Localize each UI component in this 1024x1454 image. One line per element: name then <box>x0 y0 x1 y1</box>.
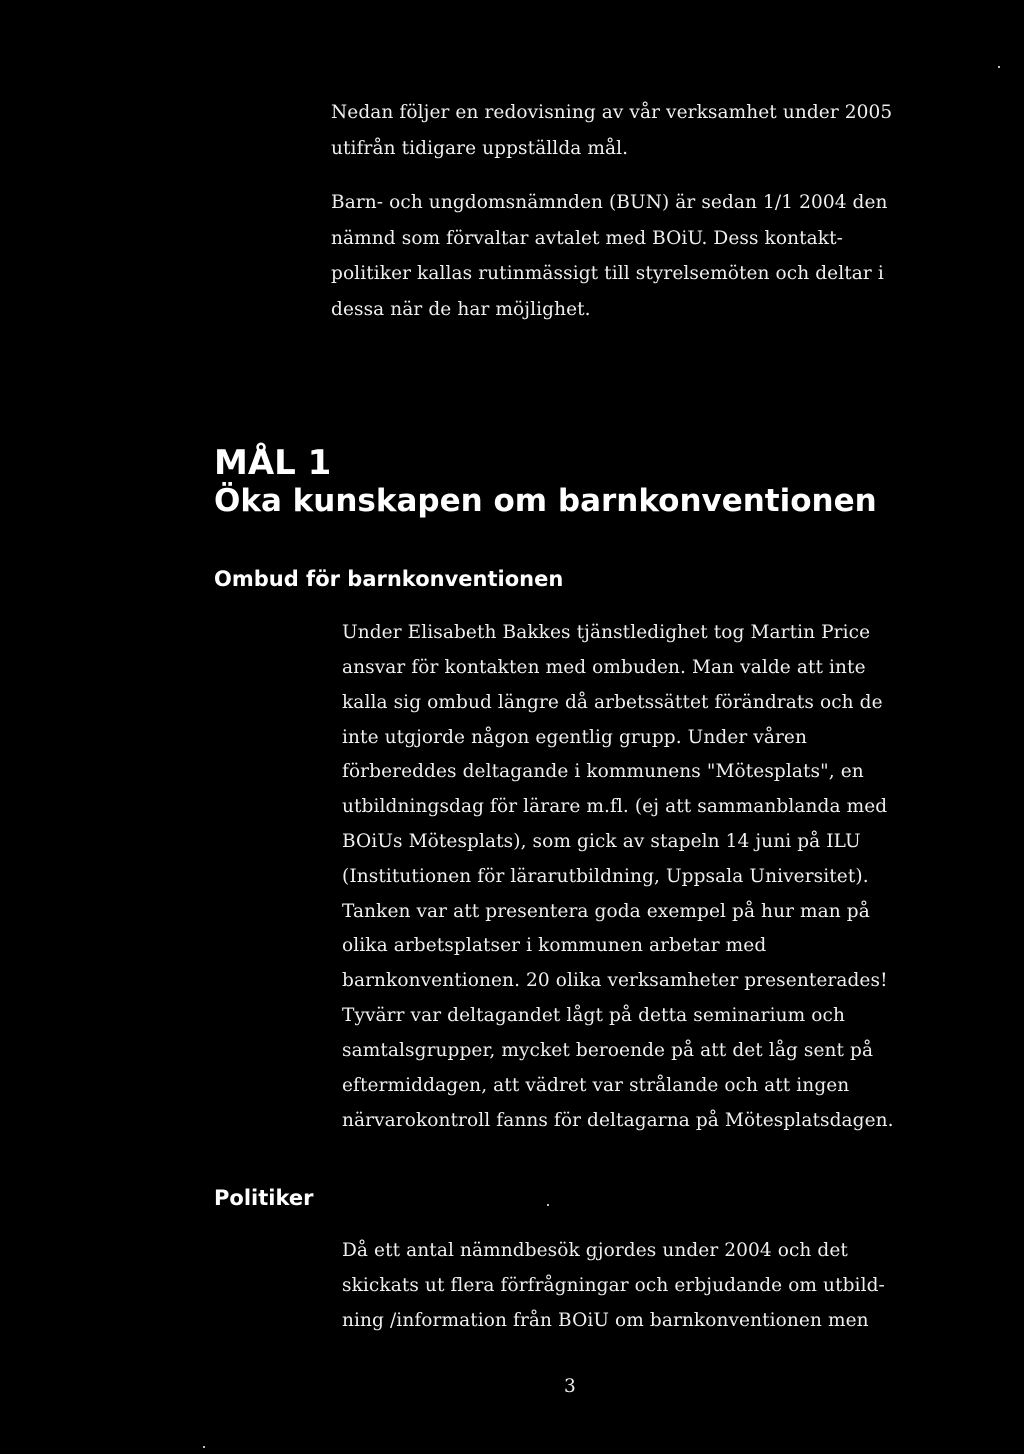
scan-speck <box>998 66 1000 68</box>
goal-number: MÅL 1 <box>214 443 332 483</box>
ombud-line: förbereddes deltagande i kommunens "Mötesplats", en <box>342 761 864 782</box>
ombud-line: eftermiddagen, att vädret var strålande och att ingen <box>342 1075 850 1096</box>
ombud-line: kalla sig ombud längre då arbetssättet förändrats och de <box>342 692 883 713</box>
ombud-line: samtalsgrupper, mycket beroende på att det låg sent på <box>342 1040 874 1061</box>
politiker-line: Då ett antal nämndbesök gjordes under 2004 och det <box>342 1240 848 1261</box>
politiker-line: ning /information från BOiU om barnkonventionen men <box>342 1310 869 1331</box>
intro-line: nämnd som förvaltar avtalet med BOiU. Dess kontakt- <box>331 228 843 249</box>
ombud-line: BOiUs Mötesplats), som gick av stapeln 14 juni på ILU <box>342 831 861 852</box>
ombud-line: Under Elisabeth Bakkes tjänstledighet tog Martin Price <box>342 622 871 643</box>
ombud-line: inte utgjorde någon egentlig grupp. Under våren <box>342 727 807 748</box>
ombud-line: ansvar för kontakten med ombuden. Man valde att inte <box>342 657 866 678</box>
ombud-line: olika arbetsplatser i kommunen arbetar med <box>342 935 767 956</box>
intro-line: politiker kallas rutinmässigt till styrelsemöten och deltar i <box>331 263 884 284</box>
ombud-line: Tanken var att presentera goda exempel på hur man på <box>342 901 870 922</box>
scan-speck <box>203 1446 205 1448</box>
politiker-line: skickats ut flera förfrågningar och erbjudande om utbild- <box>342 1275 885 1296</box>
goal-title: Öka kunskapen om barnkonventionen <box>214 483 877 519</box>
intro-line: dessa när de har möjlighet. <box>331 299 591 320</box>
intro-line: utifrån tidigare uppställda mål. <box>331 138 629 159</box>
ombud-line: barnkonventionen. 20 olika verksamheter presenterades! <box>342 970 888 991</box>
section-heading-ombud: Ombud för barnkonventionen <box>214 567 564 591</box>
page-number: 3 <box>564 1376 576 1397</box>
ombud-line: (Institutionen för lärarutbildning, Uppsala Universitet). <box>342 866 869 887</box>
ombud-line: närvarokontroll fanns för deltagarna på Mötesplatsdagen. <box>342 1110 894 1131</box>
ombud-line: Tyvärr var deltagandet lågt på detta seminarium och <box>342 1005 845 1026</box>
intro-line: Barn- och ungdomsnämnden (BUN) är sedan 1/1 2004 den <box>331 192 888 213</box>
section-heading-politiker: Politiker <box>214 1186 314 1210</box>
ombud-line: utbildningsdag för lärare m.fl. (ej att sammanblanda med <box>342 796 888 817</box>
scan-speck <box>547 1204 549 1206</box>
intro-line: Nedan följer en redovisning av vår verksamhet under 2005 <box>331 102 893 123</box>
